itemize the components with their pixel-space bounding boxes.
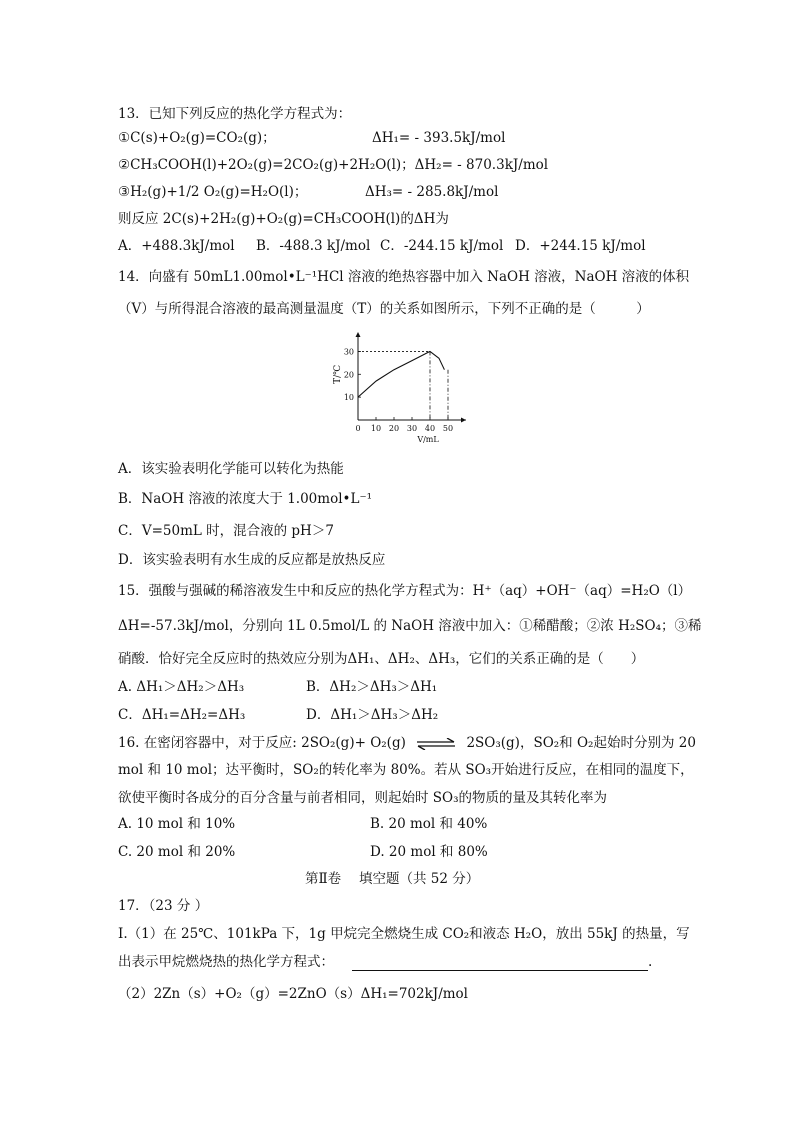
y-axis-label: T/℃ (333, 364, 343, 384)
q13-option-b: B．-488.3 kJ/mol (256, 238, 371, 254)
q17-header: 17．（23 分 ） (118, 898, 209, 914)
q14-line1: 14．向盛有 50mL1.00mol•L⁻¹HCl 溶液的绝热容器中加入 NaOH 溶液，NaOH 溶液的体积 (118, 269, 690, 285)
q13-eq2: ②CH₃COOH(l)+2O₂(g)=2CO₂(g)+2H₂O(l)；ΔH₂= - 870.3kJ/mol (118, 157, 549, 173)
q14-option-c: C．V=50mL 时，混合液的 pH＞7 (118, 523, 334, 539)
section-2-title: 第Ⅱ卷 填空题（共 52 分） (305, 871, 480, 887)
q13-option-d: D．+244.15 kJ/mol (515, 238, 646, 254)
x-axis-label: V/mL (417, 435, 439, 444)
q13-option-a: A．+488.3kJ/mol (118, 238, 235, 254)
y-axis-arrow (356, 332, 361, 337)
q17-line1: I.（1）在 25℃、101kPa 下，1g 甲烷完全燃烧生成 CO₂和液态 H₂O，放出 55kJ 的热量，写 (118, 926, 690, 942)
q17-line2-end: . (648, 954, 653, 970)
equilibrium-arrow-icon (416, 738, 456, 750)
q16-line1 (118, 734, 696, 752)
q15-option-a: A. ΔH₁＞ΔH₂＞ΔH₃ (118, 679, 245, 695)
x-tick-label: 0 (355, 424, 361, 433)
q16-line1-b: 2SO₃(g)，SO₂和 O₂起始时分别为 20 (466, 735, 696, 751)
q16-line3: 欲使平衡时各成分的百分含量与前者相同，则起始时 SO₃的物质的量及其转化率为 (118, 790, 608, 806)
q15-option-c: C．ΔH₁=ΔH₂=ΔH₃ (118, 707, 246, 723)
x-tick-label: 30 (406, 424, 418, 433)
q16-option-c: C. 20 mol 和 20% (118, 844, 236, 860)
q15-option-d: D．ΔH₁＞ΔH₃＞ΔH₂ (306, 707, 439, 723)
x-tick-label: 10 (370, 424, 382, 433)
q17-line3: （2）2Zn（s）+O₂（g）=2ZnO（s）ΔH₁=702kJ/mol (118, 986, 468, 1002)
q16-option-d: D. 20 mol 和 80% (370, 844, 488, 860)
q13-dh3: ΔH₃= - 285.8kJ/mol (365, 184, 499, 200)
answer-blank[interactable] (352, 956, 648, 971)
y-tick-label: 20 (343, 370, 354, 380)
q14-option-a: A．该实验表明化学能可以转化为热能 (118, 461, 344, 477)
q13-eq1: ①C(s)+O₂(g)=CO₂(g)； (118, 130, 276, 146)
q13-option-c: C．-244.15 kJ/mol (380, 238, 504, 254)
q14-option-d: D．该实验表明有水生成的反应都是放热反应 (118, 552, 386, 568)
x-tick-label: 40 (424, 424, 436, 433)
temperature-curve (358, 351, 444, 397)
q15-line3: 硝酸．恰好完全反应时的热效应分别为ΔH₁、ΔH₂、ΔH₃，它们的关系正确的是（ ） (118, 651, 645, 667)
q15-line2: ΔH=-57.3kJ/mol，分别向 1L 0.5mol/L 的 NaOH 溶液中加入：①稀醋酸；②浓 H₂SO₄；③稀 (118, 618, 702, 634)
q13-dh1: ΔH₁= - 393.5kJ/mol (372, 130, 506, 146)
q16-option-b: B. 20 mol 和 40% (370, 816, 488, 832)
q13-question: 则反应 2C(s)+2H₂(g)+O₂(g)=CH₃COOH(l)的ΔH为 (118, 211, 449, 227)
q13-eq3: ③H₂(g)+1/2 O₂(g)=H₂O(l)； (118, 184, 308, 200)
x-axis-arrow (461, 418, 466, 423)
y-tick-label: 10 (343, 393, 354, 403)
temperature-volume-chart (330, 332, 470, 447)
q15-option-b: B．ΔH₂＞ΔH₃＞ΔH₁ (306, 679, 438, 695)
x-tick-label: 50 (442, 424, 454, 433)
q15-line1: 15．强酸与强碱的稀溶液发生中和反应的热化学方程式为：H⁺（aq）+OH⁻（aq）=H₂O（l） (118, 583, 692, 599)
q14-option-b: B．NaOH 溶液的浓度大于 1.00mol•L⁻¹ (118, 491, 372, 507)
q14-line2: （V）与所得混合溶液的最高测量温度（T）的关系如图所示，下列不正确的是（ ） (118, 301, 650, 317)
q16-line1-a: 16. 在密闭容器中，对于反应: 2SO₂(g)+ O₂(g) (118, 735, 406, 751)
x-tick-label: 20 (388, 424, 400, 433)
q17-line2-text: 出表示甲烷燃烧热的热化学方程式： (118, 954, 334, 970)
q16-option-a: A. 10 mol 和 10% (118, 816, 236, 832)
y-tick-label: 30 (343, 347, 354, 357)
q16-line2: mol 和 10 mol；达平衡时，SO₂的转化率为 80%。若从 SO₃开始进行反应，在相同的温度下， (118, 762, 694, 778)
q13-title: 13．已知下列反应的热化学方程式为： (118, 106, 352, 122)
q17-line2 (118, 953, 652, 971)
